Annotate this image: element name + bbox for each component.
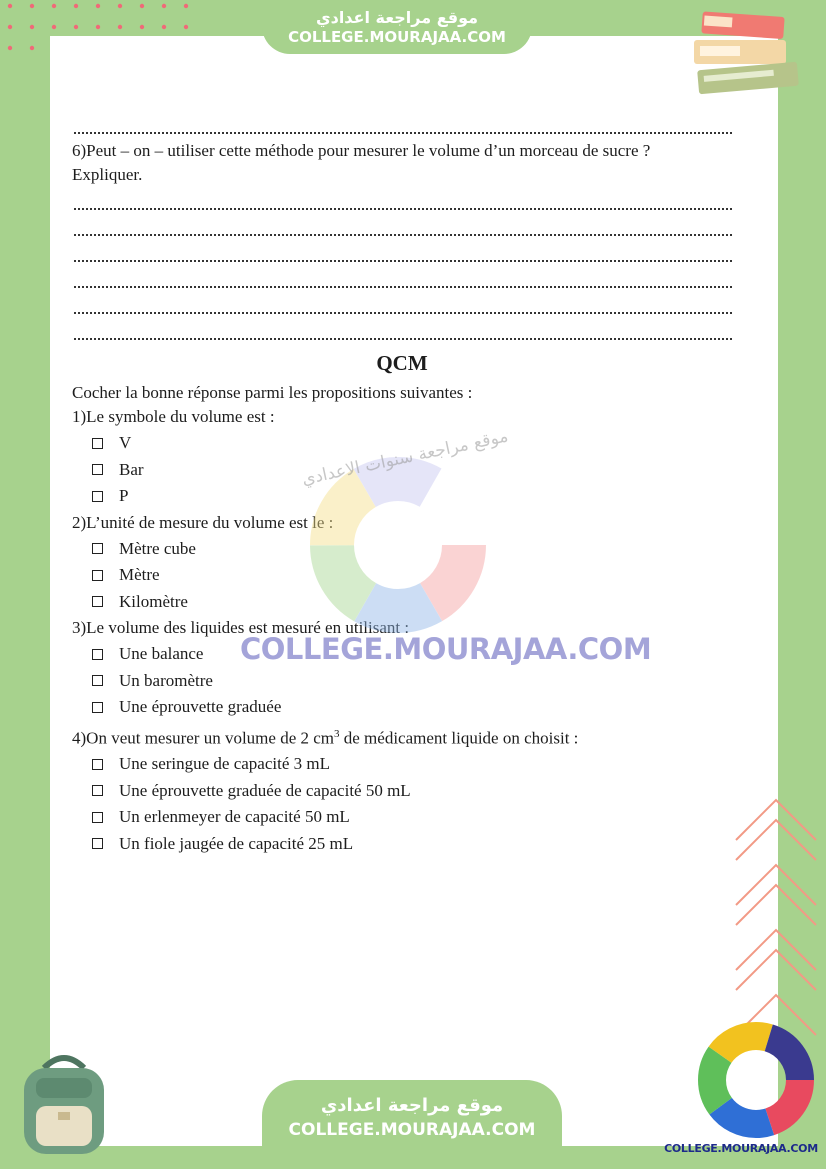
footer-site-url[interactable]: COLLEGE.MOURAJAA.COM <box>288 1120 536 1140</box>
qcm-option[interactable] <box>92 751 732 778</box>
checkbox[interactable] <box>92 438 103 449</box>
qcm-question-2: 2)L’unité de mesure du volume est le : <box>72 512 334 532</box>
header-site-arabic: موقع مراجعة اعدادي <box>315 8 479 27</box>
qcm-option[interactable] <box>92 831 732 858</box>
qcm-option[interactable] <box>92 778 732 805</box>
header-banner <box>262 0 532 54</box>
option-label: Kilomètre <box>119 591 188 611</box>
checkbox[interactable] <box>92 570 103 581</box>
q4-text-after: de médicament liquide on choisit : <box>339 728 579 748</box>
checkbox[interactable] <box>92 759 103 770</box>
q4-text-before: 4)On veut mesurer un volume de 2 cm <box>72 728 335 748</box>
option-label: Un erlenmeyer de capacité 50 mL <box>119 807 350 827</box>
option-label: Une éprouvette graduée <box>119 697 282 716</box>
answer-line[interactable] <box>72 188 732 214</box>
qcm-option[interactable] <box>92 694 732 721</box>
option-label: Un fiole jaugée de capacité 25 mL <box>119 833 354 853</box>
option-label: Mètre <box>119 565 160 584</box>
option-label: Bar <box>119 459 144 479</box>
answer-line[interactable] <box>72 112 732 138</box>
checkbox[interactable] <box>92 785 103 796</box>
checkbox[interactable] <box>92 838 103 849</box>
chevron-decoration <box>730 790 820 1050</box>
checkbox[interactable] <box>92 491 103 502</box>
checkbox[interactable] <box>92 702 103 713</box>
question-6-explain: Expliquer. <box>72 165 143 184</box>
qcm-instruction: Cocher la bonne réponse parmi les propositions suivantes : <box>72 383 473 402</box>
option-label: V <box>119 433 132 452</box>
option-label: Une éprouvette graduée de capacité 50 mL <box>119 780 411 800</box>
logo-url[interactable]: COLLEGE.MOURAJAA.COM <box>664 1142 818 1155</box>
option-label: Mètre cube <box>119 538 196 558</box>
option-label: Un baromètre <box>119 670 213 690</box>
question-6: 6)Peut – on – utiliser cette méthode pour mesurer le volume d’un morceau de sucre ? <box>72 141 651 160</box>
qcm-option[interactable] <box>92 668 732 695</box>
checkbox[interactable] <box>92 464 103 475</box>
backpack-illustration <box>14 1050 114 1160</box>
option-label: Une seringue de capacité 3 mL <box>119 754 330 774</box>
checkbox[interactable] <box>92 812 103 823</box>
answer-line[interactable] <box>72 318 732 344</box>
option-label: Une balance <box>119 644 204 663</box>
checkbox[interactable] <box>92 649 103 660</box>
option-label: P <box>119 486 129 505</box>
q4-superscript: 3 <box>334 727 340 740</box>
watermark-text: COLLEGE.MOURAJAA.COM <box>240 632 652 666</box>
qcm-question-4 <box>72 723 732 750</box>
answer-line[interactable] <box>72 214 732 240</box>
footer-banner <box>262 1080 562 1169</box>
footer-site-arabic: موقع مراجعة اعدادي <box>320 1095 504 1116</box>
answer-line[interactable] <box>72 292 732 318</box>
qcm-question-1: 1)Le symbole du volume est : <box>72 407 275 426</box>
qcm-title: QCM <box>376 351 428 375</box>
answer-line[interactable] <box>72 240 732 266</box>
site-logo <box>694 1018 818 1142</box>
answer-line[interactable] <box>72 266 732 292</box>
qcm-option[interactable] <box>92 804 732 831</box>
qcm-question-3: 3)Le volume des liquides est mesuré en utilisant : <box>72 618 410 637</box>
books-illustration <box>690 8 806 96</box>
header-site-url[interactable]: COLLEGE.MOURAJAA.COM <box>288 28 506 46</box>
watermark-arabic: موقع مراجعة سنوات الاعدادي <box>300 426 510 490</box>
checkbox[interactable] <box>92 675 103 686</box>
checkbox[interactable] <box>92 596 103 607</box>
checkbox[interactable] <box>92 543 103 554</box>
